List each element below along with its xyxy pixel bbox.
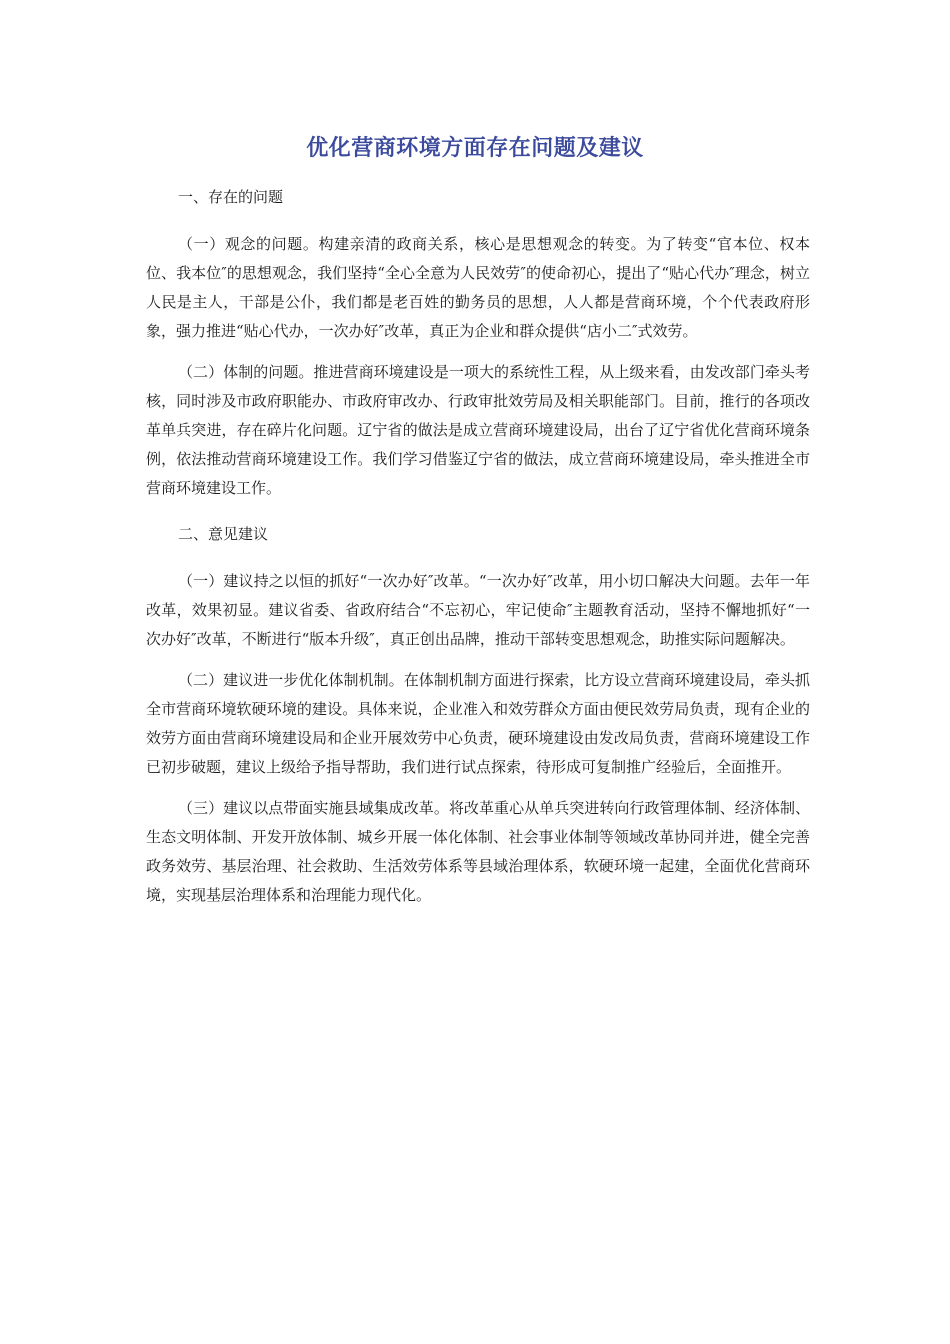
paragraph-system-problem: （二）体制的问题。推进营商环境建设是一项大的系统性工程，从上级来看，由发改部门牵头考核，同时涉及市政府职能办、市政府审改办、行政审批效劳局及相关职能部门。目前，推行的各项改革单兵突进，存在碎片化问题。辽宁省的做法是成立营商环境建设局，出台了辽宁省优化营商环境条例，依法推动营商环境建设工作。我们学习借鉴辽宁省的做法，成立营商环境建设局，牵头推进全市营商环境建设工作。 [146, 363, 810, 497]
document-body [146, 186, 810, 910]
section-heading-suggestions: 二、意见建议 [178, 525, 269, 543]
section-heading-problems: 一、存在的问题 [178, 188, 284, 206]
document-title: 优化营商环境方面存在问题及建议 [306, 136, 644, 161]
paragraph-suggestion-reform: （一）建议持之以恒的抓好“一次办好″改革。“一次办好″改革，用小切口解决大问题。去年一年改革，效果初显。建议省委、省政府结合“不忘初心，牢记使命″主题教育活动，坚持不懈地抓好“一次办好″改革，不断进行“版本升级″，真正创出品牌，推动干部转变思想观念，助推实际问题解决。 [146, 572, 810, 648]
paragraph-suggestion-county-reform: （三）建议以点带面实施县域集成改革。将改革重心从单兵突进转向行政管理体制、经济体制、生态文明体制、开发开放体制、城乡开展一体化体制、社会事业体制等领域改革协同并进，健全完善政务效劳、基层治理、社会救助、生活效劳体系等县域治理体系，软硬环境一起建，全面优化营商环境，实现基层治理体系和治理能力现代化。 [146, 799, 810, 904]
paragraph-concept-problem: （一）观念的问题。构建亲清的政商关系，核心是思想观念的转变。为了转变“官本位、权本位、我本位″的思想观念，我们坚持“全心全意为人民效劳″的使命初心，提出了“贴心代办″理念，树立人民是主人，干部是公仆，我们都是老百姓的勤务员的思想，人人都是营商环境，个个代表政府形象，强力推进“贴心代办，一次办好″改革，真正为企业和群众提供“店小二″式效劳。 [146, 235, 810, 340]
paragraph-suggestion-mechanism: （二）建议进一步优化体制机制。在体制机制方面进行探索，比方设立营商环境建设局，牵头抓全市营商环境软硬环境的建设。具体来说，企业准入和效劳群众方面由便民效劳局负责，现有企业的效劳方面由营商环境建设局和企业开展效劳中心负责，硬环境建设由发改局负责，营商环境建设工作已初步破题，建议上级给予指导帮助，我们进行试点探索，待形成可复制推广经验后，全面推开。 [146, 671, 810, 776]
